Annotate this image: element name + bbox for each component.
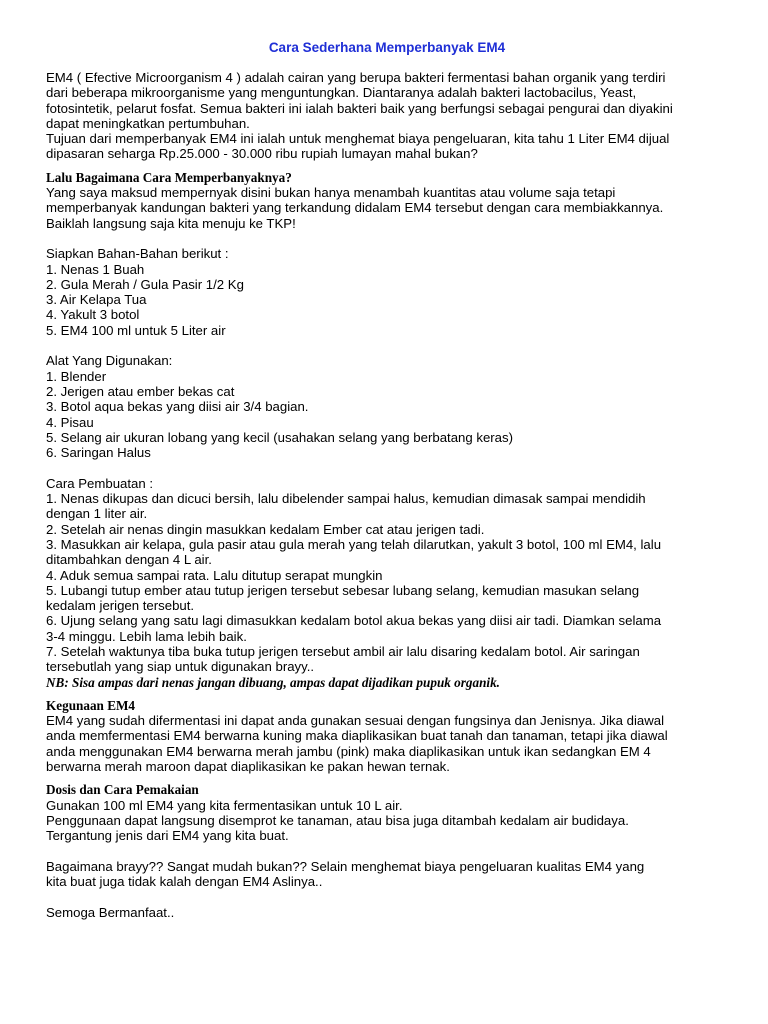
step-item: 2. Setelah air nenas dingin masukkan kedalam Ember cat atau jerigen tadi. [46, 521, 485, 537]
dosis-body: Gunakan 100 ml EM4 yang kita fermentasikan untuk 10 L air. Penggunaan dapat langsung disemprot ke tanaman, atau bisa juga ditambah kedalam air budidaya. Tergantung jenis dari EM4 yang kita buat. [46, 797, 629, 844]
list-item: 2. Gula Merah / Gula Pasir 1/2 Kg [46, 276, 244, 292]
intro-paragraph: EM4 ( Efective Microorganism 4 ) adalah cairan yang berupa bakteri fermentasi bahan organik yang terdiri dari beberapa mikroorganisme yang menguntungkan. Diantaranya adalah bakteri lactobacilus, Yeast, fotosintetik, pelarut fosfat. Semua bakteri ini ialah bakteri baik yang berfungsi sebagai pengurai dan diyakini dapat meningkatkan pertumbuhan. Tujuan dari memperbanyak EM4 ini ialah untuk menghemat biaya pengeluaran, kita tahu 1 Liter EM4 dijual dipasaran seharga Rp.25.000 - 30.000 ribu rupiah lumayan mahal bukan? [46, 70, 673, 162]
list-item: 1. Blender [46, 368, 107, 384]
list-item: 2. Jerigen atau ember bekas cat [46, 383, 235, 399]
list-item: 3. Botol aqua bekas yang diisi air 3/4 bagian. [46, 399, 309, 415]
kegunaan-body: EM4 yang sudah difermentasi ini dapat anda gunakan sesuai dengan fungsinya dan Jenisnya. Jika diawal anda memfermentasi EM4 berwarna kuning maka diaplikasikan buat tanah dan tanaman, tetapi jika diawal anda menggunakan EM4 berwarna merah jambu (pink) maka diaplikasikan untuk ikan sedangkan EM 4 berwarna merah maroon dapat diaplikasikan ke pakan hewan ternak. [46, 713, 668, 775]
step-item: 7. Setelah waktunya tiba buka tutup jerigen tersebut ambil air lalu disaring kedalam botol. Air saringan tersebutlah yang siap untuk digunakan brayy.. [46, 643, 640, 675]
list-item: 6. Saringan Halus [46, 445, 151, 461]
section-body-cara: Yang saya maksud mempernyak disini bukan hanya menambah kuantitas atau volume saja tetapi memperbanyak kandungan bakteri yang terkandung didalam EM4 tersebut dengan cara membiakkannya. Baiklah langsung saja kita menuju ke TKP! [46, 185, 664, 231]
alat-heading: Alat Yang Digunakan: [46, 353, 173, 369]
bahan-heading: Siapkan Bahan-Bahan berikut : [46, 246, 229, 262]
list-item: 4. Pisau [46, 414, 94, 430]
signoff: Semoga Bermanfaat.. [46, 904, 175, 920]
step-item: 3. Masukkan air kelapa, gula pasir atau gula merah yang telah dilarutkan, yakult 3 botol, 100 ml EM4, lalu ditambahkan dengan 4 L air. [46, 536, 662, 568]
kegunaan-heading: Kegunaan EM4 [46, 697, 136, 713]
pembuatan-heading: Cara Pembuatan : [46, 475, 154, 491]
list-item: 5. Selang air ukuran lobang yang kecil (usahakan selang yang berbatang keras) [46, 429, 513, 445]
dosis-heading: Dosis dan Cara Pemakaian [46, 782, 199, 798]
step-item: 4. Aduk semua sampai rata. Lalu ditutup serapat mungkin [46, 567, 383, 583]
document-title: Cara Sederhana Memperbanyak EM4 [268, 40, 506, 55]
section-heading-cara: Lalu Bagaimana Cara Memperbanyaknya? [46, 169, 292, 185]
list-item: 5. EM4 100 ml untuk 5 Liter air [46, 322, 226, 338]
list-item: 4. Yakult 3 botol [46, 307, 140, 323]
list-item: 3. Air Kelapa Tua [46, 292, 147, 308]
step-item: 1. Nenas dikupas dan dicuci bersih, lalu dibelender sampai halus, kemudian dimasak sampai mendidih dengan 1 liter air. [46, 491, 646, 522]
list-item: 1. Nenas 1 Buah [46, 261, 145, 277]
step-item: 5. Lubangi tutup ember atau tutup jerigen tersebut sebesar lubang selang, kemudian masukan selang kedalam jerigen tersebut. [46, 582, 640, 614]
step-item: 6. Ujung selang yang satu lagi dimasukkan kedalam botol akua bekas yang diisi air tadi. Diamkan selama 3-4 minggu. Lebih lama lebih baik. [46, 613, 662, 644]
nb-note: NB: Sisa ampas dari nenas jangan dibuang, ampas dapat dijadikan pupuk organik. [46, 674, 500, 690]
closing-paragraph: Bagaimana brayy?? Sangat mudah bukan?? Selain menghemat biaya pengeluaran kualitas EM4 yang kita buat juga tidak kalah dengan EM4 Aslinya.. [46, 858, 645, 890]
